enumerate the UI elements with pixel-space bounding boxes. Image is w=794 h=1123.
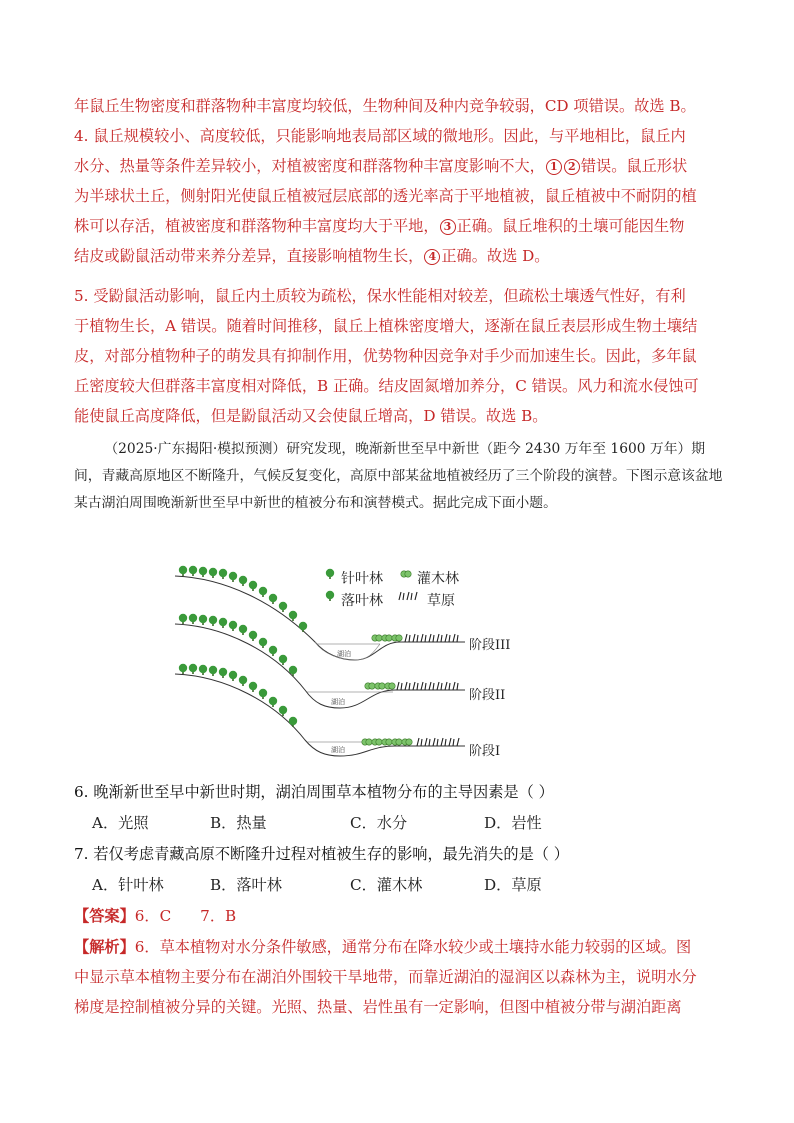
q7-option-b[interactable]: B．落叶林 xyxy=(210,876,282,894)
stage-1-label: 阶段I xyxy=(469,744,501,759)
question-6-stem: 6. 晚渐新世至早中新世时期，湖泊周围草本植物分布的主导因素是（ ） xyxy=(74,783,554,801)
grassland-stage-3 xyxy=(405,634,458,642)
question-7-stem: 7. 若仅考虑青藏高原不断隆升过程对植被生存的影响，最先消失的是（ ） xyxy=(74,845,569,863)
circled-number-3: 3 xyxy=(440,219,456,235)
shrubs-stage-2 xyxy=(365,683,395,689)
legend-shrub: 灌木林 xyxy=(417,571,459,587)
analysis-line-3: 梯度是控制植被分异的关键。光照、热量、岩性虽有一定影响，但图中植被分带与湖泊距离 xyxy=(74,998,682,1016)
explanation-5-line-5: 能使鼠丘高度降低，但是鼢鼠活动又会使鼠丘增高，D 错误。故选 B。 xyxy=(74,407,548,425)
circled-number-2: 2 xyxy=(564,159,580,175)
conifer-legend-icon xyxy=(326,569,334,579)
stage-3-label: 阶段III xyxy=(469,638,511,653)
conifer-trees-stage-3 xyxy=(179,566,307,632)
q7-option-c[interactable]: C．灌木林 xyxy=(350,876,423,894)
lake-label-3: 湖泊 xyxy=(337,650,351,658)
analysis-line-2: 中显示草本植物主要分布在湖泊外围较干旱地带，而靠近湖泊的湿润区以森林为主，说明水分 xyxy=(74,968,697,986)
shrubs-stage-3 xyxy=(372,635,402,641)
q6-option-b[interactable]: B．热量 xyxy=(210,814,267,832)
q6-option-a[interactable]: A．光照 xyxy=(92,814,149,832)
explanation-5-line-4: 丘密度较大但群落丰富度相对降低，B 正确。结皮固氮增加养分，C 错误。风力和流水侵蚀可 xyxy=(74,377,699,395)
shrub-legend-icon xyxy=(401,571,411,577)
q7-option-d[interactable]: D．草原 xyxy=(484,876,542,894)
question-7-options xyxy=(92,875,742,897)
answer-text: 6．C 7．B xyxy=(134,907,237,925)
explanation-5-line-3: 皮，对部分植物种子的萌发具有抑制作用，优势物种因竞争对手少而加速生长。因此，多年鼠 xyxy=(74,347,697,365)
explanation-4-line-3: 为半球状土丘，侧射阳光使鼠丘植被冠层底部的透光率高于平地植被，鼠丘植被中不耐阴的植 xyxy=(74,187,697,205)
trees-stage-1 xyxy=(179,664,297,727)
stage-2-label: 阶段II xyxy=(469,688,506,703)
prev-explanation-line: 年鼠丘生物密度和群落物种丰富度均较低，生物种间及种内竞争较弱，CD 项错误。故选 B。 xyxy=(74,97,696,115)
grassland-stage-2 xyxy=(397,682,458,690)
circled-number-4: 4 xyxy=(424,249,440,265)
legend-grassland: 草原 xyxy=(427,593,455,609)
q6-option-c[interactable]: C．水分 xyxy=(350,814,408,832)
explanation-4-line-4: 株可以存活，植被密度和群落物种丰富度均大于平地， 3 正确。鼠丘堆积的土壤可能因生物 xyxy=(74,217,685,235)
answer-tag: 【答案】 xyxy=(74,907,135,925)
legend-conifer: 针叶林 xyxy=(341,571,383,587)
answer-line xyxy=(74,906,236,926)
question-6-options xyxy=(92,813,742,835)
analysis-line-1: 【解析】6．草本植物对水分条件敏感，通常分布在降水较少或土壤持水能力较弱的区域。图 xyxy=(74,938,692,956)
explanation-5-line-2: 于植物生长，A 错误。随着时间推移，鼠丘上植株密度增大，逐渐在鼠丘表层形成生物土壤结 xyxy=(74,317,698,335)
grassland-stage-1 xyxy=(417,738,459,746)
lake-label-2: 湖泊 xyxy=(331,698,345,706)
deciduous-legend-icon xyxy=(326,591,334,601)
analysis-tag: 【解析】 xyxy=(74,938,135,956)
explanation-4-line-2: 水分、热量等条件差异较小，对植被密度和群落物种丰富度影响不大， 1 2 错误。鼠丘形状 xyxy=(74,157,688,175)
explanation-5-line-1: 5. 受鼢鼠活动影响，鼠丘内土质较为疏松，保水性能相对较差，但疏松土壤透气性好，有利 xyxy=(74,287,686,305)
lake-label-1: 湖泊 xyxy=(331,746,345,754)
q6-option-d[interactable]: D．岩性 xyxy=(484,814,542,832)
explanation-4-line-1: 4. 鼠丘规模较小、高度较低，只能影响地表局部区域的微地形。因此，与平地相比，鼠丘内 xyxy=(74,127,686,145)
legend-deciduous: 落叶林 xyxy=(341,593,383,609)
circled-number-1: 1 xyxy=(546,159,562,175)
passage-text: （2025·广东揭阳·模拟预测）研究发现，晚渐新世至早中新世（距今 2430 万年至 1600 万年）期间，青藏高原地区不断隆升，气候反复变化，高原中部某盆地植被经历了三个阶段的演替。下图示意该盆地某古湖泊周围晚渐新世至早中新世的植被分布和演替模式。据此完成下面小题。 xyxy=(74,441,723,511)
vegetation-figure xyxy=(165,562,525,762)
explanation-4-line-5: 结皮或鼢鼠活动带来养分差异，直接影响植物生长， 4 正确。故选 D。 xyxy=(74,247,550,265)
q7-option-a[interactable]: A．针叶林 xyxy=(92,876,164,894)
shrubs-stage-1 xyxy=(362,739,412,745)
grassland-legend-icon xyxy=(399,592,417,600)
